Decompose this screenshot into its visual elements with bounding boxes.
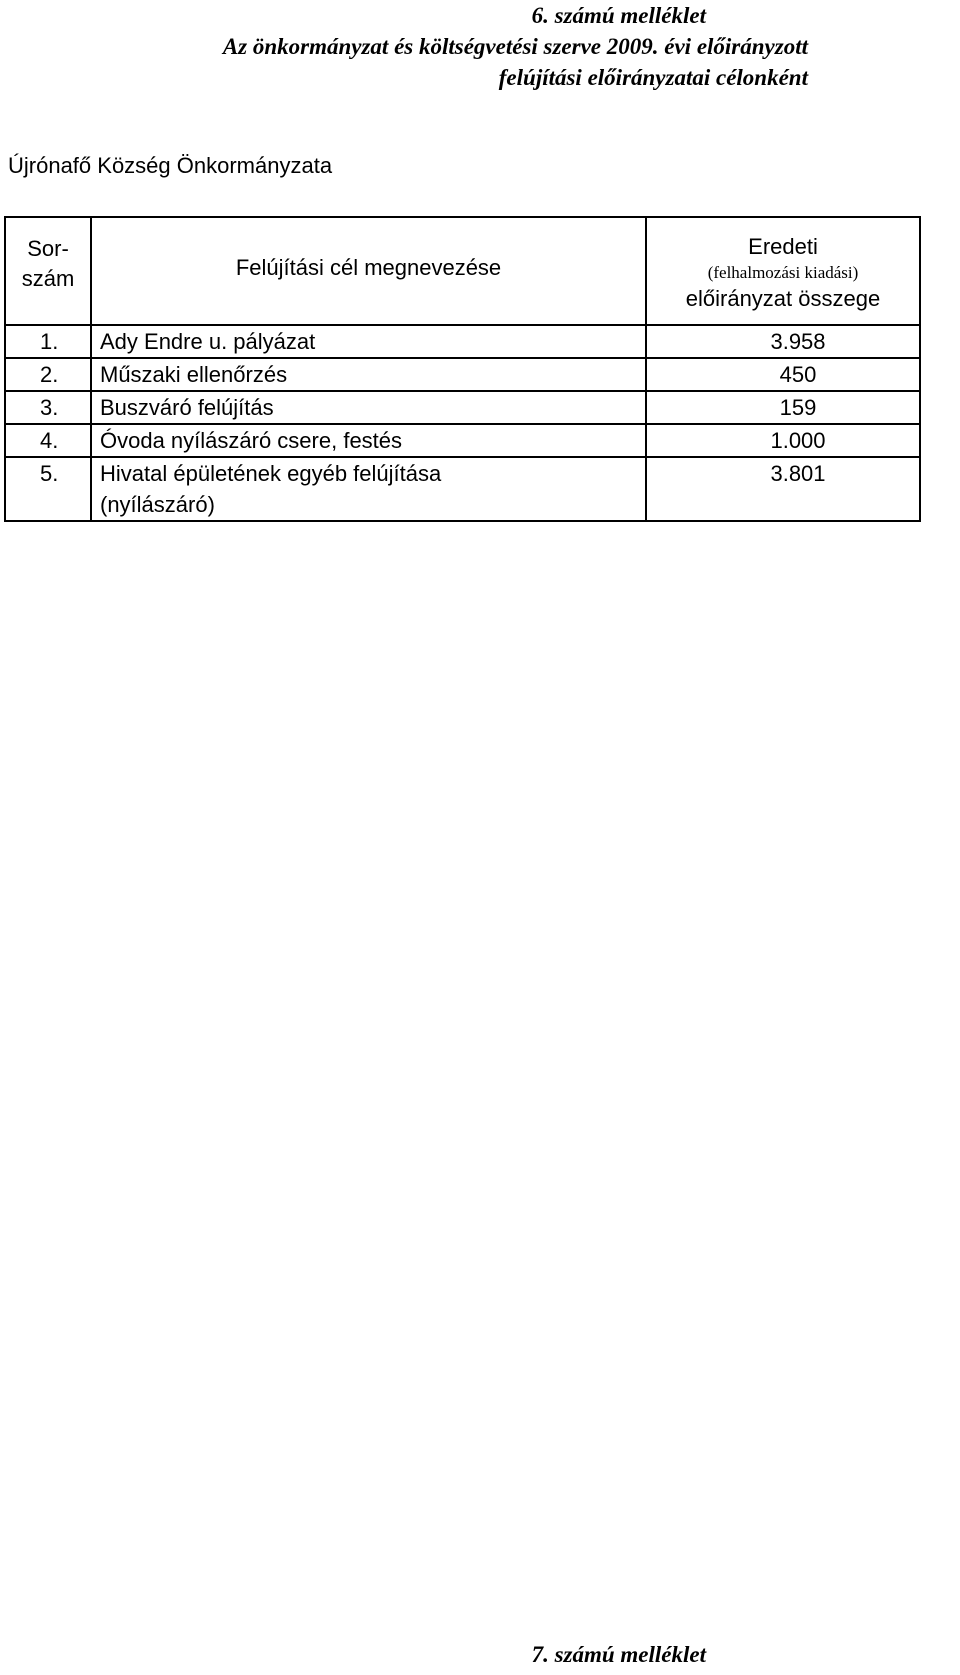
- table-row: [5, 358, 920, 391]
- row-amount: 3.958: [646, 325, 920, 358]
- row-name: Ady Endre u. pályázat: [91, 325, 646, 358]
- header-amount-line2: (felhalmozási kiadási): [707, 263, 859, 282]
- row-name: Buszváró felújítás: [91, 391, 646, 424]
- row-number: 1.: [5, 325, 91, 358]
- row-amount: 3.801: [646, 457, 920, 521]
- document-heading: [223, 0, 808, 93]
- next-annex-number: 7. számú melléklet: [531, 1642, 706, 1667]
- header-number-line2: szám: [21, 266, 75, 291]
- header-number-line1: Sor-: [27, 236, 69, 261]
- renovation-table: [4, 216, 921, 522]
- table-row: [5, 457, 920, 521]
- row-number: 2.: [5, 358, 91, 391]
- title-line-1: Az önkormányzat és költségvetési szerve 2009. évi előirányzott: [222, 34, 808, 59]
- row-number: 4.: [5, 424, 91, 457]
- table-row: [5, 391, 920, 424]
- row-name: Műszaki ellenőrzés: [91, 358, 646, 391]
- row-name-line1: Hivatal épületének egyéb felújítása: [100, 461, 442, 486]
- table-row: [5, 424, 920, 457]
- header-amount: [646, 217, 920, 325]
- row-name: [91, 457, 646, 521]
- header-amount-line1: Eredeti: [748, 234, 818, 259]
- header-name: Felújítási cél megnevezése: [91, 217, 646, 325]
- annex-number: 6. számú melléklet: [531, 3, 706, 28]
- row-name: Óvoda nyílászáró csere, festés: [91, 424, 646, 457]
- row-number: 5.: [5, 457, 91, 521]
- header-number: [5, 217, 91, 325]
- title-line-2: felújítási előirányzatai célonként: [498, 65, 808, 90]
- table-header-row: [5, 217, 920, 325]
- row-name-line2: (nyílászáró): [100, 492, 215, 517]
- table-row: [5, 325, 920, 358]
- row-amount: 159: [646, 391, 920, 424]
- row-amount: 1.000: [646, 424, 920, 457]
- row-number: 3.: [5, 391, 91, 424]
- header-amount-line3: előirányzat összege: [685, 286, 881, 311]
- row-amount: 450: [646, 358, 920, 391]
- organization-name: Újrónafő Község Önkormányzata: [8, 153, 333, 178]
